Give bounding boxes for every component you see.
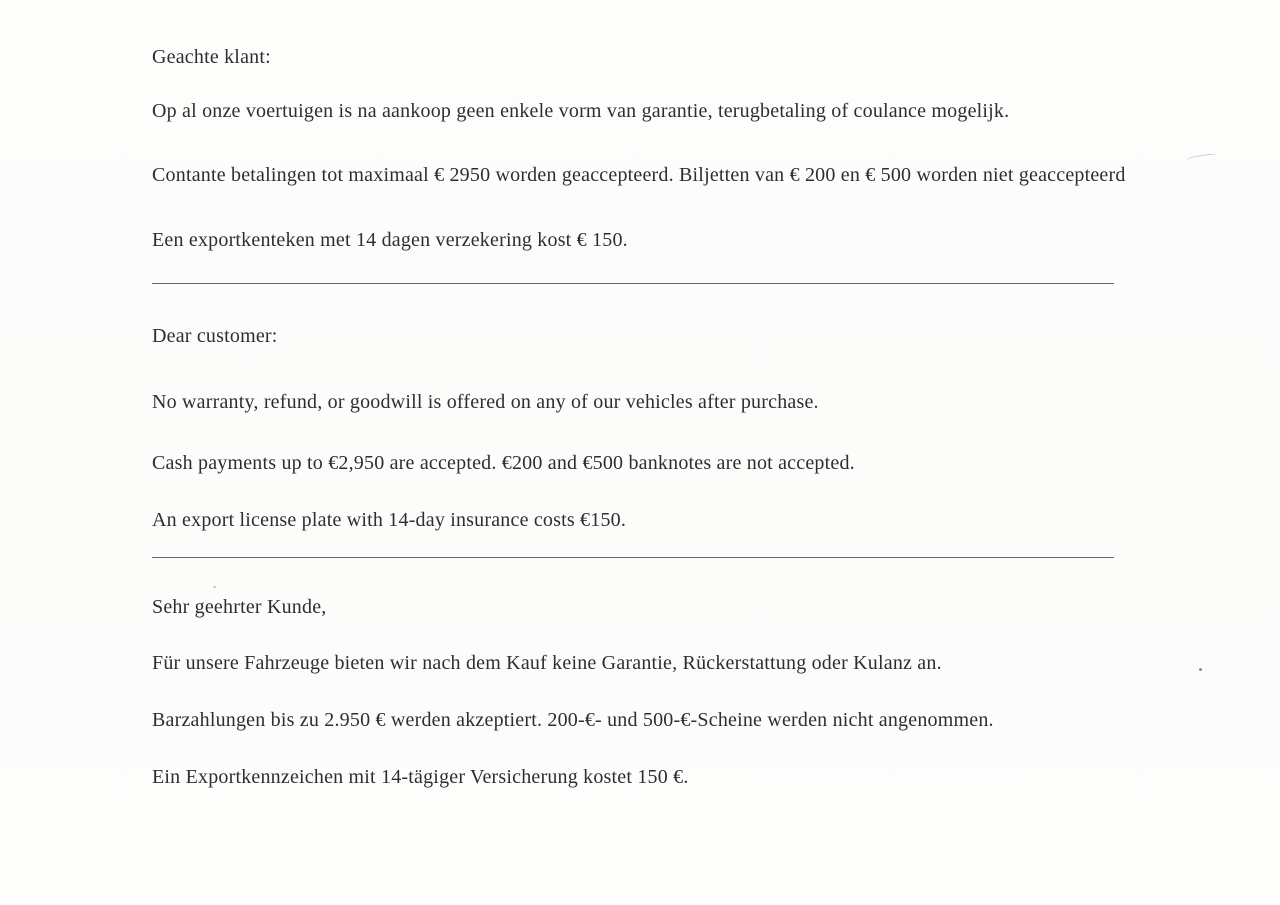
german-no-warranty-line: Für unsere Fahrzeuge bieten wir nach dem Kauf keine Garantie, Rückerstattung oder Kulanz an. bbox=[152, 652, 942, 674]
dutch-export-plate-line: Een exportkenteken met 14 dagen verzekering kost € 150. bbox=[152, 229, 628, 251]
english-export-plate-line: An export license plate with 14-day insurance costs €150. bbox=[152, 509, 627, 531]
german-cash-payment-line: Barzahlungen bis zu 2.950 € werden akzeptiert. 200-€- und 500-€-Scheine werden nicht angenommen. bbox=[152, 709, 994, 731]
scan-artifact-dot bbox=[1199, 668, 1202, 671]
english-no-warranty-line: No warranty, refund, or goodwill is offered on any of our vehicles after purchase. bbox=[152, 391, 819, 413]
scan-artifact-squiggle bbox=[1186, 153, 1217, 164]
section-divider-1 bbox=[152, 283, 1114, 284]
german-export-plate-line: Ein Exportkennzeichen mit 14-tägiger Versicherung kostet 150 €. bbox=[152, 766, 689, 788]
section-divider-2 bbox=[152, 557, 1114, 558]
german-greeting: Sehr geehrter Kunde, bbox=[152, 596, 327, 618]
english-greeting: Dear customer: bbox=[152, 325, 278, 347]
dutch-cash-payment-line: Contante betalingen tot maximaal € 2950 worden geaccepteerd. Biljetten van € 200 en € 500 worden niet geaccepteerd bbox=[152, 164, 1126, 186]
english-cash-payment-line: Cash payments up to €2,950 are accepted. €200 and €500 banknotes are not accepted. bbox=[152, 452, 855, 474]
scan-artifact-speck bbox=[213, 586, 216, 588]
dutch-no-warranty-line: Op al onze voertuigen is na aankoop geen enkele vorm van garantie, terugbetaling of coulance mogelijk. bbox=[152, 100, 1010, 122]
dutch-greeting: Geachte klant: bbox=[152, 46, 271, 68]
